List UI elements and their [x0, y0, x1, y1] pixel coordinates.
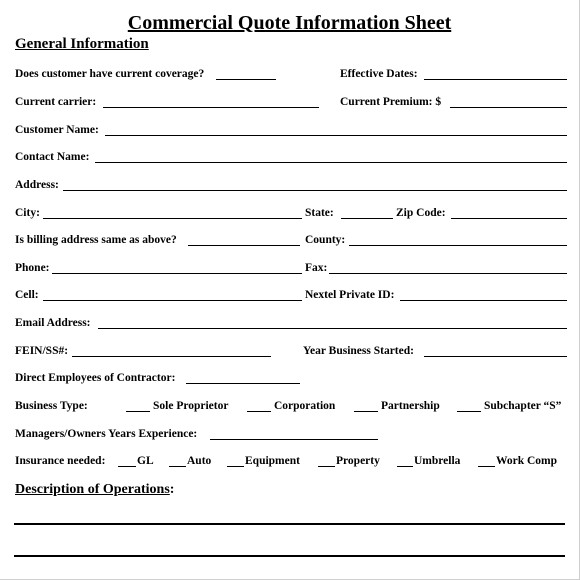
property-checkbox[interactable] — [318, 466, 335, 467]
managers-experience-field[interactable] — [210, 439, 378, 440]
auto-checkbox[interactable] — [169, 466, 186, 467]
row-fein-year — [15, 343, 567, 359]
label-contact-name: Contact Name: — [15, 151, 90, 163]
label-county: County: — [305, 234, 346, 246]
label-nextel-id: Nextel Private ID: — [305, 289, 395, 301]
row-phone-fax — [15, 260, 567, 276]
state-field[interactable] — [341, 218, 393, 219]
fein-field[interactable] — [72, 356, 271, 357]
label-billing-same: Is billing address same as above? — [15, 234, 177, 246]
option-auto: Auto — [187, 455, 212, 467]
county-field[interactable] — [349, 245, 567, 246]
label-cell: Cell: — [15, 289, 39, 301]
row-billing-county — [15, 232, 567, 248]
label-managers-experience: Managers/Owners Years Experience: — [15, 428, 198, 440]
label-current-coverage: Does customer have current coverage? — [15, 68, 205, 80]
label-email: Email Address: — [15, 317, 91, 329]
year-started-field[interactable] — [424, 356, 567, 357]
current-carrier-field[interactable] — [103, 107, 319, 108]
zip-code-field[interactable] — [451, 218, 567, 219]
umbrella-checkbox[interactable] — [397, 466, 413, 467]
row-contact-name — [15, 149, 567, 165]
row-insurance-needed — [15, 453, 567, 469]
row-email — [15, 315, 567, 331]
description-line-2[interactable] — [14, 555, 565, 557]
row-business-type — [15, 398, 567, 414]
option-property: Property — [336, 455, 380, 467]
label-fax: Fax: — [305, 262, 328, 274]
equipment-checkbox[interactable] — [227, 466, 244, 467]
subchapter-s-checkbox[interactable] — [457, 411, 481, 412]
label-effective-dates: Effective Dates: — [340, 68, 418, 80]
corporation-checkbox[interactable] — [247, 411, 271, 412]
description-line-1[interactable] — [14, 523, 565, 525]
row-cell-nextel — [15, 287, 567, 303]
effective-dates-field[interactable] — [424, 79, 567, 80]
fax-field[interactable] — [329, 273, 567, 274]
city-field[interactable] — [43, 218, 302, 219]
direct-employees-field[interactable] — [186, 383, 300, 384]
option-equipment: Equipment — [245, 455, 300, 467]
option-corporation: Corporation — [274, 400, 336, 412]
option-subchapter-s: Subchapter “S” — [484, 400, 562, 412]
label-city: City: — [15, 207, 40, 219]
option-sole-proprietor: Sole Proprietor — [153, 400, 229, 412]
label-zip-code: Zip Code: — [396, 207, 446, 219]
label-year-started: Year Business Started: — [303, 345, 414, 357]
current-coverage-field[interactable] — [216, 79, 276, 80]
label-current-carrier: Current carrier: — [15, 96, 97, 108]
nextel-id-field[interactable] — [400, 300, 567, 301]
row-customer-name — [15, 122, 567, 138]
description-heading: Description of Operations — [15, 482, 170, 497]
label-fein: FEIN/SS#: — [15, 345, 69, 357]
row-coverage — [15, 66, 567, 82]
partnership-checkbox[interactable] — [354, 411, 378, 412]
customer-name-field[interactable] — [105, 135, 567, 136]
section-description — [15, 482, 174, 498]
billing-same-field[interactable] — [188, 245, 300, 246]
option-gl: GL — [137, 455, 154, 467]
label-address: Address: — [15, 179, 59, 191]
sole-proprietor-checkbox[interactable] — [126, 411, 150, 412]
label-state: State: — [305, 207, 334, 219]
label-insurance-needed: Insurance needed: — [15, 455, 106, 467]
cell-field[interactable] — [43, 300, 302, 301]
label-current-premium: Current Premium: $ — [340, 96, 442, 108]
row-address — [15, 177, 567, 193]
section-general-information: General Information — [15, 36, 149, 52]
contact-name-field[interactable] — [95, 162, 567, 163]
work-comp-checkbox[interactable] — [478, 466, 495, 467]
label-direct-employees: Direct Employees of Contractor: — [15, 372, 176, 384]
row-city-state-zip — [15, 205, 567, 221]
description-colon: : — [169, 482, 175, 497]
label-customer-name: Customer Name: — [15, 124, 99, 136]
option-work-comp: Work Comp — [496, 455, 558, 467]
phone-field[interactable] — [52, 273, 302, 274]
row-managers-experience — [15, 426, 567, 442]
address-field[interactable] — [63, 190, 567, 191]
row-direct-employees — [15, 370, 567, 386]
label-phone: Phone: — [15, 262, 50, 274]
option-umbrella: Umbrella — [414, 455, 461, 467]
current-premium-field[interactable] — [450, 107, 567, 108]
gl-checkbox[interactable] — [118, 466, 136, 467]
row-carrier — [15, 94, 567, 110]
option-partnership: Partnership — [381, 400, 440, 412]
label-business-type: Business Type: — [15, 400, 88, 412]
page-title: Commercial Quote Information Sheet — [127, 12, 452, 34]
email-field[interactable] — [98, 328, 567, 329]
